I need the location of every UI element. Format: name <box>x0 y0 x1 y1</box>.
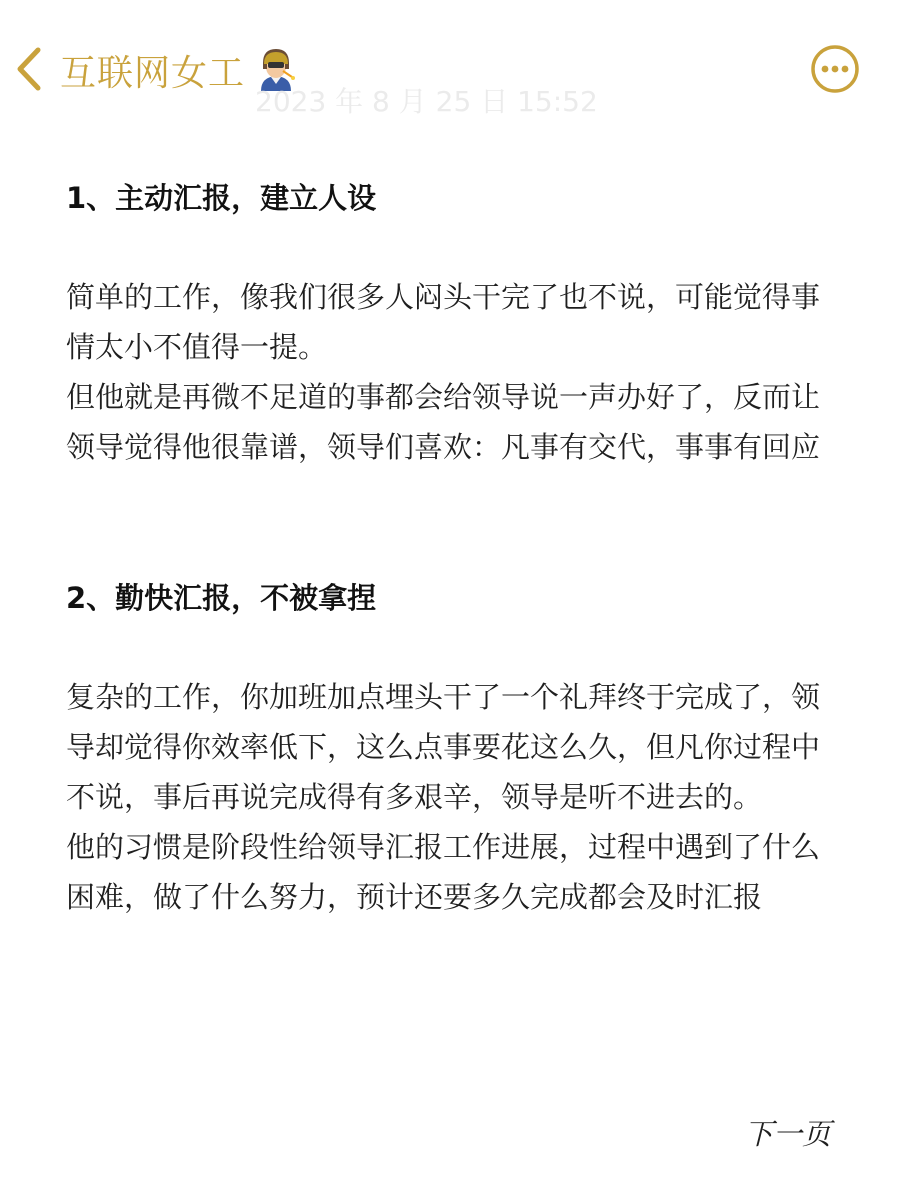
section-1 <box>66 170 846 472</box>
note-body <box>66 170 846 922</box>
section-heading: 1、主动汇报，建立人设 <box>66 181 377 215</box>
section-paragraph: 他的习惯是阶段性给领导汇报工作进展，过程中遇到了什么困难，做了什么努力，预计还要多久完成都会及时汇报 <box>66 830 821 914</box>
more-horizontal-icon <box>810 44 860 94</box>
section-heading: 2、勤快汇报，不被拿捏 <box>66 581 377 615</box>
chevron-left-icon <box>10 44 50 94</box>
page-title: 互联网女工 <box>60 52 246 94</box>
section-paragraph: 简单的工作，像我们很多人闷头干完了也不说，可能觉得事情太小不值得一提。 <box>66 280 821 364</box>
section-paragraph: 复杂的工作，你加班加点埋头干了一个礼拜终于完成了，领导却觉得你效率低下，这么点事要花这么久，但凡你过程中不说，事后再说完成得有多艰辛，领导是听不进去的。 <box>66 680 821 814</box>
post-date: 2023 年 8 月 25 日 15:52 <box>255 85 598 118</box>
section-paragraph: 但他就是再微不足道的事都会给领导说一声办好了，反而让领导觉得他很靠谱，领导们喜欢：凡事有交代，事事有回应 <box>66 380 821 464</box>
next-page-link[interactable]: 下一页 <box>744 1117 832 1151</box>
top-bar <box>0 0 900 140</box>
back-button[interactable] <box>10 44 50 94</box>
section-2 <box>66 570 846 922</box>
more-options-button[interactable] <box>810 44 860 94</box>
